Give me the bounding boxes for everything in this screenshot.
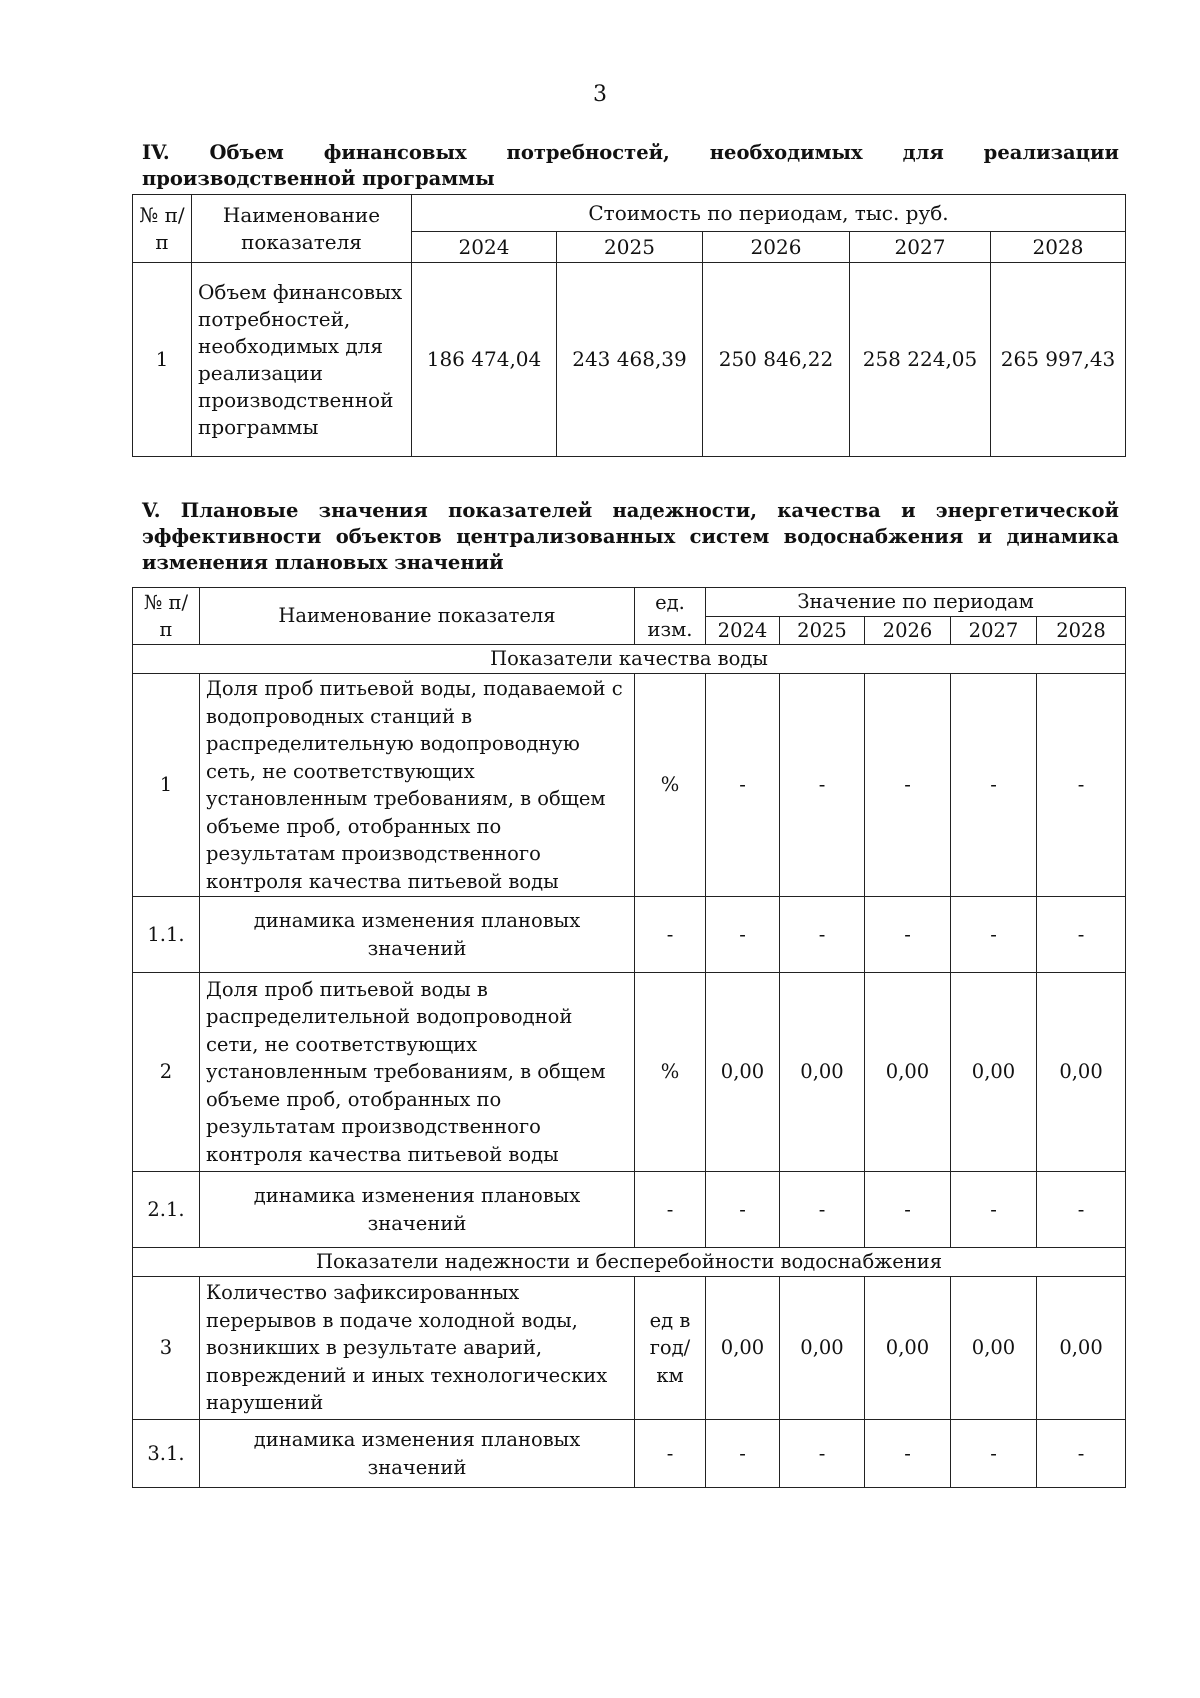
header-num: № п/п xyxy=(133,588,200,645)
year-header: 2027 xyxy=(850,232,991,263)
row-value: - xyxy=(780,897,865,973)
row-num: 3 xyxy=(133,1277,200,1420)
row-value: 258 224,05 xyxy=(850,263,991,457)
table-row xyxy=(133,674,1126,897)
row-value: 0,00 xyxy=(706,973,780,1172)
row-value: 265 997,43 xyxy=(991,263,1126,457)
row-value: 0,00 xyxy=(706,1277,780,1420)
year-header: 2026 xyxy=(865,616,951,645)
row-value: - xyxy=(706,674,780,897)
year-header: 2025 xyxy=(557,232,703,263)
row-value: - xyxy=(706,897,780,973)
row-num: 2.1. xyxy=(133,1172,200,1248)
year-header: 2024 xyxy=(706,616,780,645)
row-value: - xyxy=(706,1420,780,1488)
row-num: 3.1. xyxy=(133,1420,200,1488)
row-value: 0,00 xyxy=(865,973,951,1172)
row-name: Доля проб питьевой воды в распределительной водопроводной сети, не соответствующих установленным требованиям, в общем объеме проб, отобранных по результатам производственного контроля качества питьевой воды xyxy=(200,973,635,1172)
row-unit: - xyxy=(635,1172,706,1248)
table-row xyxy=(133,897,1126,973)
row-unit: ед в год/ км xyxy=(635,1277,706,1420)
row-unit: - xyxy=(635,897,706,973)
row-num: 1 xyxy=(133,674,200,897)
row-num: 1.1. xyxy=(133,897,200,973)
table-row xyxy=(133,263,1126,457)
row-value: - xyxy=(1037,1172,1126,1248)
header-unit: ед. изм. xyxy=(635,588,706,645)
row-value: - xyxy=(1037,674,1126,897)
row-value: - xyxy=(865,674,951,897)
row-name: Количество зафиксированных перерывов в подаче холодной воды, возникших в результате аварий, повреждений и иных технологических нарушений xyxy=(200,1277,635,1420)
row-value: - xyxy=(706,1172,780,1248)
header-periods: Значение по периодам xyxy=(706,588,1126,617)
row-name: динамика изменения плановых значений xyxy=(200,1420,635,1488)
row-value: 0,00 xyxy=(951,973,1037,1172)
row-unit: % xyxy=(635,674,706,897)
row-unit: % xyxy=(635,973,706,1172)
row-value: 0,00 xyxy=(1037,1277,1126,1420)
row-value: 186 474,04 xyxy=(412,263,557,457)
row-num: 2 xyxy=(133,973,200,1172)
row-value: 0,00 xyxy=(865,1277,951,1420)
row-value: - xyxy=(865,897,951,973)
table-row xyxy=(133,1277,1126,1420)
indicators-table xyxy=(132,587,1126,1488)
row-value: - xyxy=(865,1420,951,1488)
table-row xyxy=(133,973,1126,1172)
row-value: - xyxy=(780,674,865,897)
row-value: 0,00 xyxy=(951,1277,1037,1420)
header-name: Наименование показателя xyxy=(192,195,412,263)
year-header: 2028 xyxy=(991,232,1126,263)
row-name: динамика изменения плановых значений xyxy=(200,897,635,973)
year-header: 2027 xyxy=(951,616,1037,645)
row-value: 0,00 xyxy=(1037,973,1126,1172)
row-value: - xyxy=(951,1172,1037,1248)
row-value: - xyxy=(951,674,1037,897)
row-value: - xyxy=(780,1172,865,1248)
section-v-title: V. Плановые значения показателей надежности, качества и энергетической эффективности объектов централизованных систем водоснабжения и динамика изменения плановых значений xyxy=(142,499,1119,574)
row-name: Объем финансовых потребностей, необходимых для реализации производственной программы xyxy=(192,263,412,457)
group-title: Показатели качества воды xyxy=(133,645,1126,674)
row-value: - xyxy=(1037,897,1126,973)
row-name: Доля проб питьевой воды, подаваемой с водопроводных станций в распределительную водопроводную сеть, не соответствующих установленным требованиям, в общем объеме проб, отобранных по результатам производственного контроля качества питьевой воды xyxy=(200,674,635,897)
row-value: 250 846,22 xyxy=(703,263,850,457)
financial-needs-table xyxy=(132,194,1126,457)
row-name: динамика изменения плановых значений xyxy=(200,1172,635,1248)
year-header: 2025 xyxy=(780,616,865,645)
table-row xyxy=(133,1420,1126,1488)
row-value: - xyxy=(1037,1420,1126,1488)
header-cost: Стоимость по периодам, тыс. руб. xyxy=(412,195,1126,232)
row-value: - xyxy=(780,1420,865,1488)
year-header: 2024 xyxy=(412,232,557,263)
row-value: 0,00 xyxy=(780,1277,865,1420)
year-header: 2028 xyxy=(1037,616,1126,645)
row-value: - xyxy=(951,1420,1037,1488)
year-header: 2026 xyxy=(703,232,850,263)
header-num: № п/п xyxy=(133,195,192,263)
header-name: Наименование показателя xyxy=(200,588,635,645)
row-value: 0,00 xyxy=(780,973,865,1172)
page-number: 3 xyxy=(593,82,607,107)
section-iv-title: IV. Объем финансовых потребностей, необходимых для реализации производственной программы xyxy=(142,141,1119,190)
row-value: - xyxy=(865,1172,951,1248)
group-title: Показатели надежности и бесперебойности водоснабжения xyxy=(133,1248,1126,1277)
row-unit: - xyxy=(635,1420,706,1488)
table-row xyxy=(133,1172,1126,1248)
row-value: - xyxy=(951,897,1037,973)
row-num: 1 xyxy=(133,263,192,457)
row-value: 243 468,39 xyxy=(557,263,703,457)
